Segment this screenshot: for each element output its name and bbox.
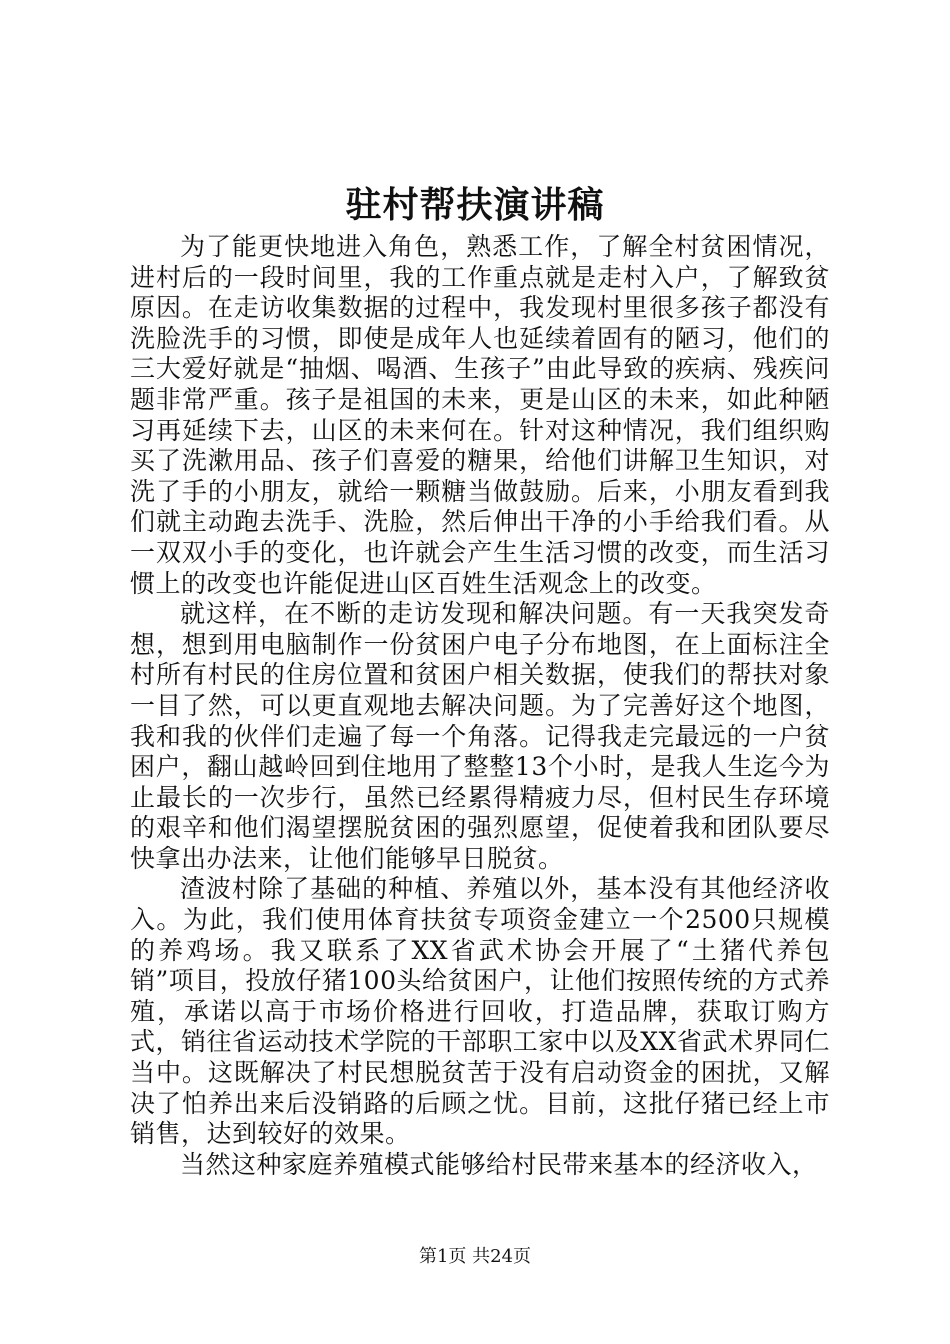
paragraph-2: 就这样，在不断的走访发现和解决问题。有一天我突发奇想，想到用电脑制作一份贫困户电子分布地图，在上面标注全村所有村民的住房位置和贫困户相关数据，使我们的帮扶对象一目了然，可以更直观地去解决问题。为了完善好这个地图，我和我的伙伴们走遍了每一个角落。记得我走完最远的一户贫困户，翻山越岭回到住地用了整整13个小时，是我人生迄今为止最长的一次步行，虽然已经累得精疲力尽，但村民生存环境的艰辛和他们渴望摆脱贫困的强烈愿望，促使着我和团队要尽快拿出办法来，让他们能够早日脱贫。 [130, 599, 830, 873]
document-body [130, 232, 830, 1180]
document-title: 驻村帮扶演讲稿 [345, 184, 605, 226]
paragraph-3: 渣波村除了基础的种植、养殖以外，基本没有其他经济收入。为此，我们使用体育扶贫专项资金建立一个2500只规模的养鸡场。我又联系了XX省武术协会开展了“土猪代养包销”项目，投放仔猪100头给贫困户，让他们按照传统的方式养殖，承诺以高于市场价格进行回收，打造品牌，获取订购方式，销往省运动技术学院的干部职工家中以及XX省武术界同仁当中。这既解决了村民想脱贫苦于没有启动资金的困扰，又解决了怕养出来后没销路的后顾之忧。目前，这批仔猪已经上市销售，达到较好的效果。 [130, 874, 831, 1149]
paragraph-1: 为了能更快地进入角色，熟悉工作，了解全村贫困情况，进村后的一段时间里，我的工作重点就是走村入户，了解致贫原因。在走访收集数据的过程中，我发现村里很多孩子都没有洗脸洗手的习惯，即使是成年人也延续着固有的陋习，他们的三大爱好就是“抽烟、喝酒、生孩子”由此导致的疾病、残疾问题非常严重。孩子是祖国的未来，更是山区的未来，如此种陋习再延续下去，山区的未来何在。针对这种情况，我们组织购买了洗漱用品、孩子们喜爱的糖果，给他们讲解卫生知识，对洗了手的小朋友，就给一颗糖当做鼓励。后来，小朋友看到我们就主动跑去洗手、洗脸，然后伸出干净的小手给我们看。从一双双小手的变化，也许就会产生生活习惯的改变，而生活习惯上的改变也许能促进山区百姓生活观念上的改变。 [130, 232, 830, 598]
page-number-footer: 第1页 共24页 [418, 1246, 532, 1267]
paragraph-4: 当然这种家庭养殖模式能够给村民带来基本的经济收入， [180, 1149, 818, 1179]
